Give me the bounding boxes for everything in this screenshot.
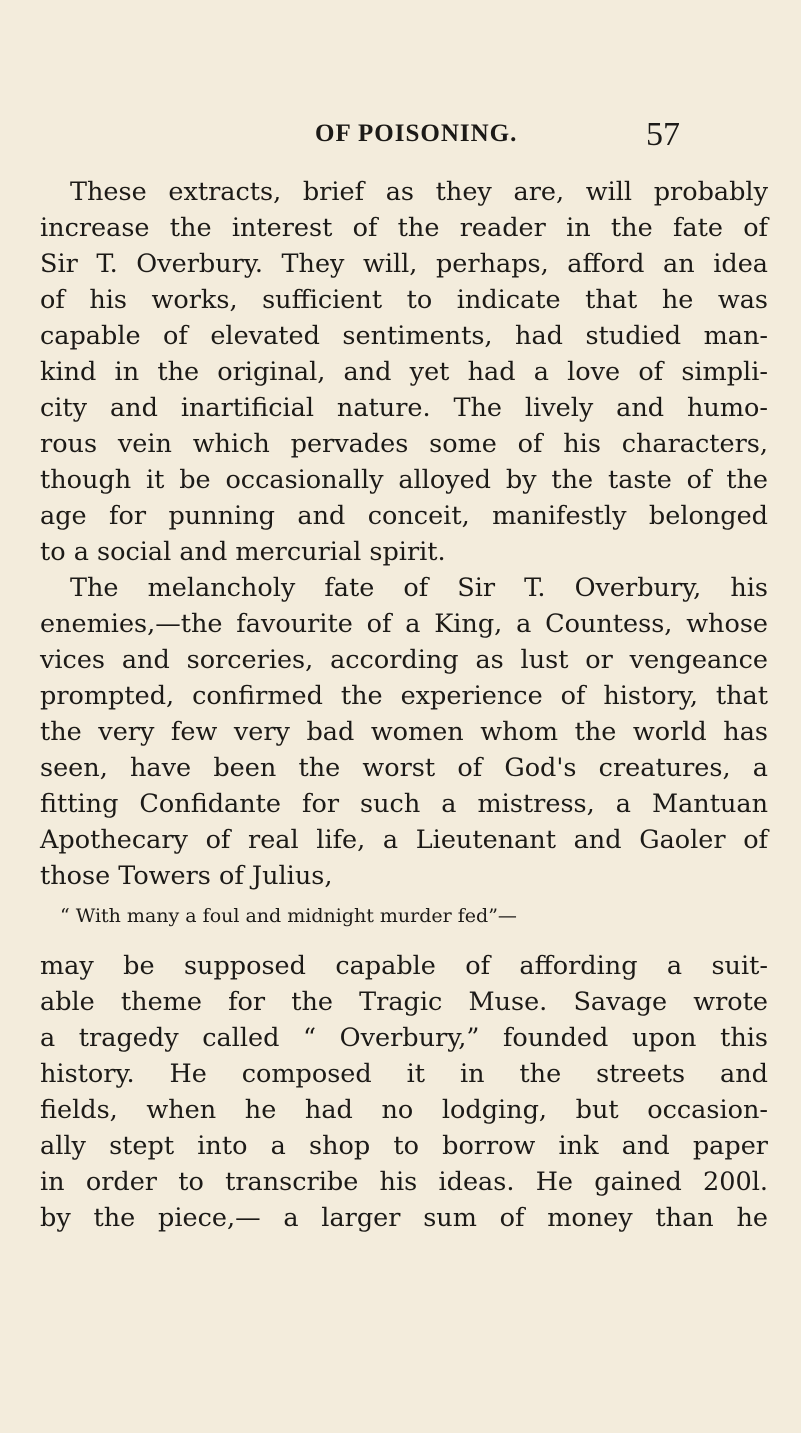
page-number: 57 bbox=[646, 116, 680, 153]
text-line: a tragedy called “ Overbury,” founded upon this bbox=[40, 1023, 768, 1053]
text-line: increase the interest of the reader in the fate of bbox=[40, 213, 768, 243]
text-line: prompted, confirmed the experience of history, that bbox=[40, 681, 768, 711]
text-line: fields, when he had no lodging, but occasion- bbox=[40, 1095, 768, 1125]
text-line: age for punning and conceit, manifestly belonged bbox=[40, 501, 768, 531]
text-line: rous vein which pervades some of his characters, bbox=[40, 429, 768, 459]
text-line: by the piece,— a larger sum of money than he bbox=[40, 1203, 768, 1233]
text-line: kind in the original, and yet had a love of simpli- bbox=[40, 357, 768, 387]
text-line: vices and sorceries, according as lust or vengeance bbox=[40, 645, 768, 675]
text-line: fitting Confidante for such a mistress, a Mantuan bbox=[40, 789, 768, 819]
running-head: OF POISONING. bbox=[315, 120, 518, 147]
page-header bbox=[0, 116, 801, 160]
text-line: able theme for the Tragic Muse. Savage wrote bbox=[40, 987, 768, 1017]
text-line: Apothecary of real life, a Lieutenant and Gaoler of bbox=[40, 825, 768, 855]
text-line: though it be occasionally alloyed by the taste of the bbox=[40, 465, 768, 495]
text-line: history. He composed it in the streets and bbox=[40, 1059, 768, 1089]
text-line: capable of elevated sentiments, had studied man- bbox=[40, 321, 768, 351]
text-line: those Towers of Julius, bbox=[40, 861, 333, 891]
text-line: seen, have been the worst of God's creatures, a bbox=[40, 753, 768, 783]
text-line: enemies,—the favourite of a King, a Countess, whose bbox=[40, 609, 768, 639]
text-line: the very few very bad women whom the world has bbox=[40, 717, 768, 747]
text-line: The melancholy fate of Sir T. Overbury, his bbox=[70, 573, 768, 603]
text-line: to a social and mercurial spirit. bbox=[40, 537, 446, 567]
block-quotation: “ With many a foul and midnight murder fed”— bbox=[60, 905, 517, 927]
text-line: may be supposed capable of affording a suit- bbox=[40, 951, 768, 981]
text-line: in order to transcribe his ideas. He gained 200l. bbox=[40, 1167, 768, 1197]
text-line: ally stept into a shop to borrow ink and paper bbox=[40, 1131, 768, 1161]
text-line: These extracts, brief as they are, will probably bbox=[70, 177, 768, 207]
text-line: city and inartificial nature. The lively and humo- bbox=[40, 393, 768, 423]
text-line: of his works, sufficient to indicate that he was bbox=[40, 285, 768, 315]
text-line: Sir T. Overbury. They will, perhaps, afford an idea bbox=[40, 249, 768, 279]
